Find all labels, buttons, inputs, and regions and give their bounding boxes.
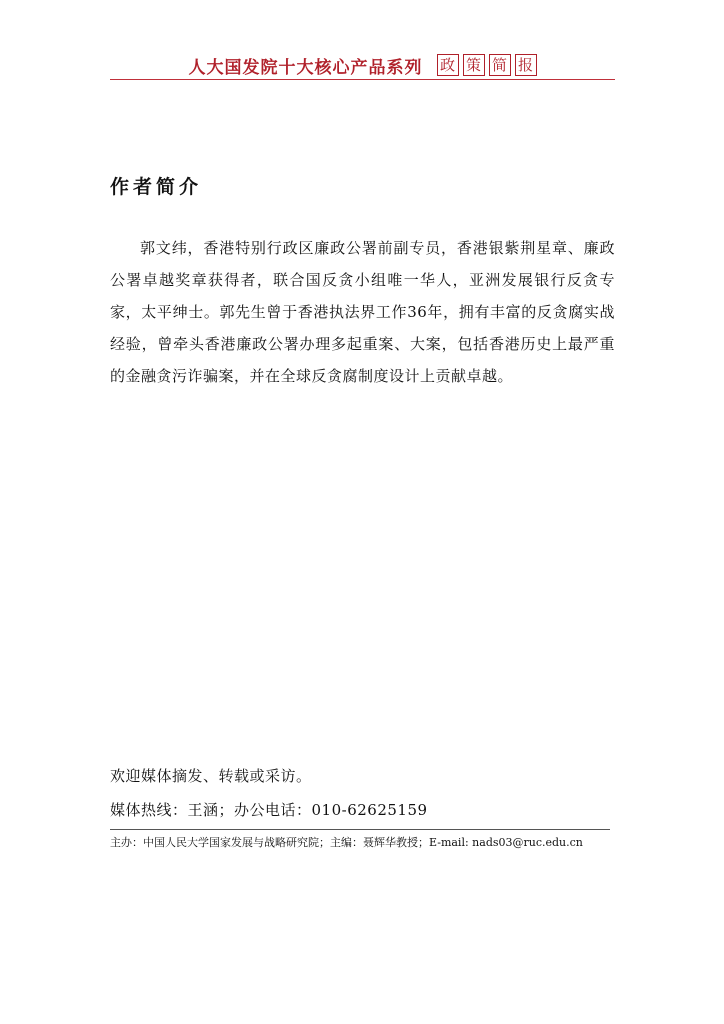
series-title: 人大国发院十大核心产品系列: [188, 57, 423, 78]
page-header: [110, 52, 615, 78]
brand-char-1: 政: [437, 54, 459, 76]
brand-char-4: 报: [515, 54, 537, 76]
media-hotline: 媒体热线：王涵；办公电话：010-62625159: [110, 801, 428, 819]
media-welcome: 欢迎媒体摘发、转载或采访。: [110, 767, 312, 785]
brand-boxes: [437, 54, 537, 76]
brand-char-2: 策: [463, 54, 485, 76]
section-title: 作者简介: [110, 176, 203, 198]
author-bio: 郭文纬，香港特别行政区廉政公署前副专员，香港银紫荆星章、廉政公署卓越奖章获得者，联合国反贪小组唯一华人，亚洲发展银行反贪专家，太平绅士。郭先生曾于香港执法界工作36年，拥有丰富的反贪腐实战经验，曾牵头香港廉政公署办理多起重案、大案，包括香港历史上最严重的金融贪污诈骗案，并在全球反贪腐制度设计上贡献卓越。: [110, 239, 615, 385]
footer-info: 主办：中国人民大学国家发展与战略研究院；主编：聂辉华教授；E-mail: nads03@ruc.edu.cn: [110, 836, 583, 849]
footer-divider: [110, 829, 610, 830]
header-divider: [110, 79, 615, 80]
brand-char-3: 简: [489, 54, 511, 76]
